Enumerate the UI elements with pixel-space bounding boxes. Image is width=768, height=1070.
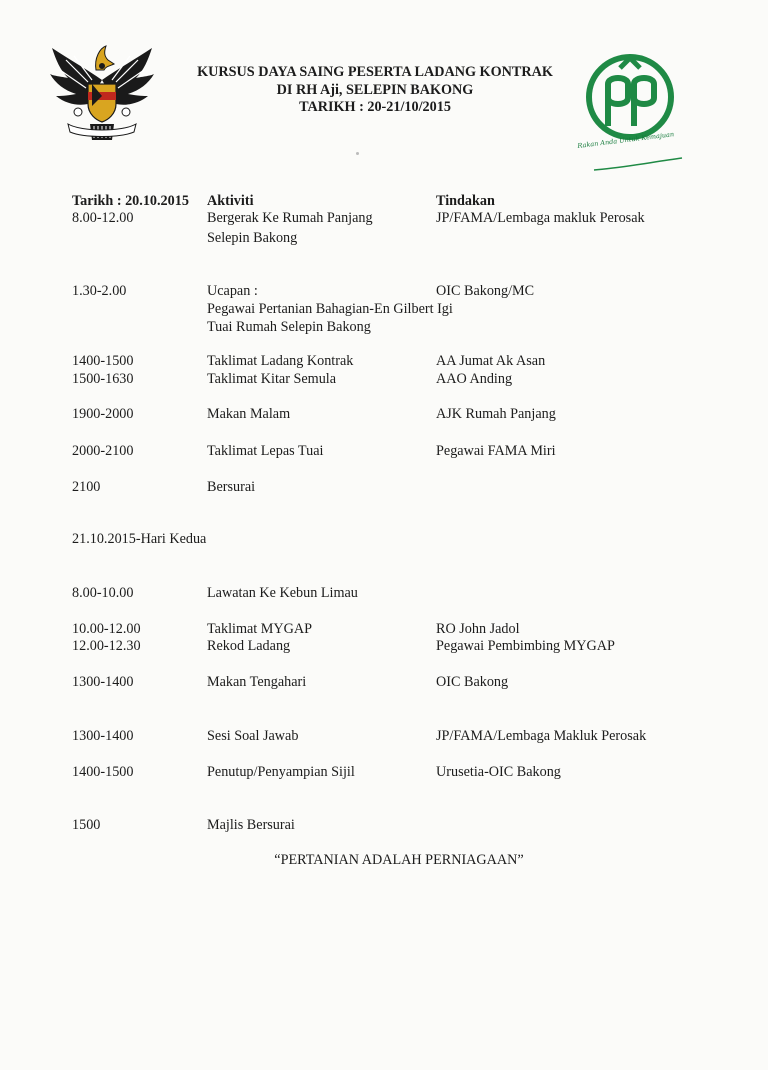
title-line-3: TARIKH : 20-21/10/2015 — [299, 99, 451, 115]
state-crest-icon — [48, 40, 156, 152]
title-line-1: KURSUS DAYA SAING PESERTA LADANG KONTRAK — [197, 64, 553, 80]
schedule-action: Urusetia-OIC Bakong — [436, 764, 561, 780]
schedule-activity-cont: Pegawai Pertanian Bahagian-En Gilbert Igi — [207, 301, 453, 317]
schedule-activity: Taklimat MYGAP — [207, 621, 313, 637]
schedule-activity: Makan Malam — [207, 406, 291, 422]
schedule-activity: Sesi Soal Jawab — [207, 728, 299, 744]
schedule-activity-cont: Selepin Bakong — [207, 230, 298, 246]
schedule-time: 10.00-12.00 — [72, 621, 141, 637]
schedule-time: 1400-1500 — [72, 353, 134, 369]
schedule-activity: Majlis Bersurai — [207, 817, 295, 833]
schedule-activity: Makan Tengahari — [207, 674, 307, 690]
schedule-time: 1400-1500 — [72, 764, 134, 780]
schedule-activity-cont: Tuai Rumah Selepin Bakong — [207, 319, 371, 335]
schedule-activity: Taklimat Ladang Kontrak — [207, 353, 354, 369]
scan-speck — [356, 152, 359, 155]
schedule-time: 1300-1400 — [72, 728, 134, 744]
schedule-time: 2000-2100 — [72, 443, 134, 459]
schedule-action: JP/FAMA/Lembaga makluk Perosak — [436, 210, 645, 226]
schedule-time: 8.00-10.00 — [72, 585, 134, 601]
schedule-time: 1300-1400 — [72, 674, 134, 690]
column-action-heading: Tindakan — [436, 193, 495, 209]
schedule-activity: Ucapan : — [207, 283, 258, 299]
schedule-action: AAO Anding — [436, 371, 513, 387]
logo-motto: Rakan Anda Untuk Kemajuan — [577, 130, 675, 150]
document-title — [160, 64, 590, 117]
department-logo-icon — [578, 54, 682, 140]
schedule-time: 12.00-12.30 — [72, 638, 141, 654]
schedule-action: Pegawai Pembimbing MYGAP — [436, 638, 615, 654]
schedule-action: JP/FAMA/Lembaga Makluk Perosak — [436, 728, 647, 744]
column-activity-heading: Aktiviti — [207, 193, 254, 209]
day-two-heading: 21.10.2015-Hari Kedua — [72, 531, 207, 547]
schedule-time: 1.30-2.00 — [72, 283, 127, 299]
schedule-activity: Penutup/Penyampian Sijil — [207, 764, 355, 780]
schedule-activity: Lawatan Ke Kebun Limau — [207, 585, 358, 601]
column-date-heading: Tarikh : 20.10.2015 — [72, 193, 189, 209]
schedule-action: OIC Bakong — [436, 674, 509, 690]
motto-underline — [592, 156, 684, 172]
schedule-time: 1500 — [72, 817, 101, 833]
schedule-activity: Taklimat Kitar Semula — [207, 371, 337, 387]
schedule-activity: Taklimat Lepas Tuai — [207, 443, 324, 459]
schedule-action: AA Jumat Ak Asan — [436, 353, 546, 369]
schedule-action: OIC Bakong/MC — [436, 283, 535, 299]
schedule-time: 1500-1630 — [72, 371, 134, 387]
schedule-activity: Rekod Ladang — [207, 638, 291, 654]
schedule-action: AJK Rumah Panjang — [436, 406, 556, 422]
schedule-time: 1900-2000 — [72, 406, 134, 422]
schedule-time: 8.00-12.00 — [72, 210, 134, 226]
footer-slogan: “PERTANIAN ADALAH PERNIAGAAN” — [274, 852, 524, 868]
title-line-2: DI RH Aji, SELEPIN BAKONG — [276, 81, 474, 98]
schedule-action: Pegawai FAMA Miri — [436, 443, 556, 459]
schedule-time: 2100 — [72, 479, 101, 495]
schedule-activity: Bergerak Ke Rumah Panjang — [207, 210, 373, 226]
schedule-action: RO John Jadol — [436, 621, 520, 637]
schedule-activity: Bersurai — [207, 479, 256, 495]
